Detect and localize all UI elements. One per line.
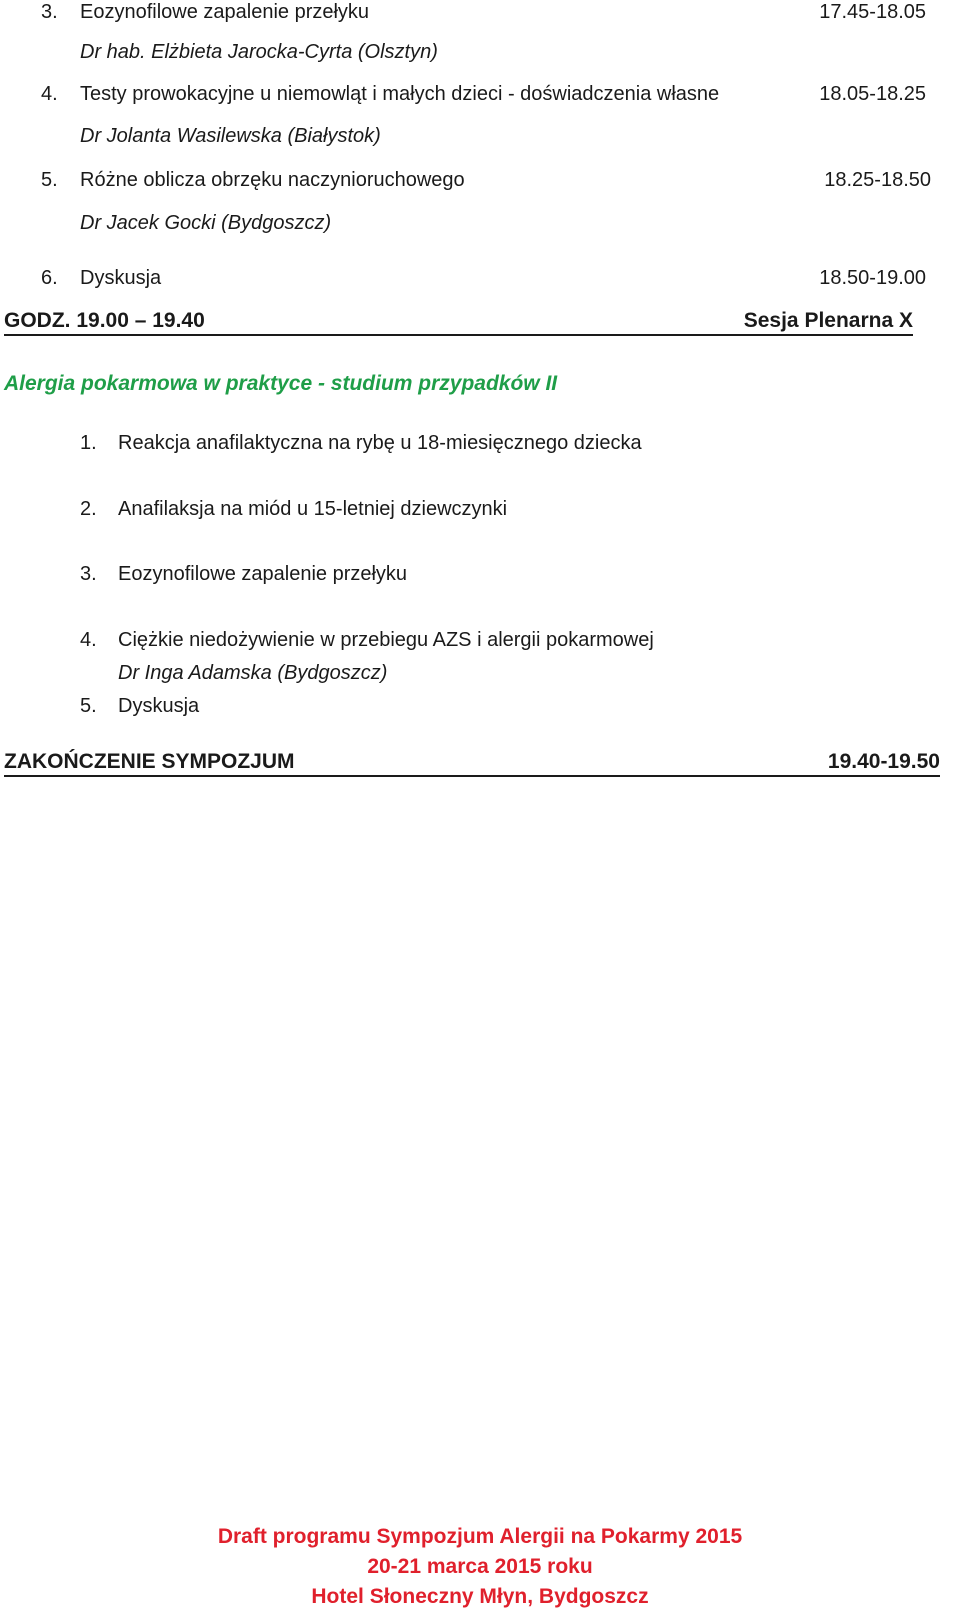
item-time: 18.25-18.50 (824, 169, 931, 191)
closing-divider (4, 775, 940, 777)
session-title: Alergia pokarmowa w praktyce - studium przypadków II (4, 372, 558, 395)
item-time: 17.45-18.05 (819, 1, 926, 23)
item-number: 1. (80, 432, 97, 454)
session-name: Sesja Plenarna X (743, 309, 913, 332)
item-speaker: Dr Inga Adamska (Bydgoszcz) (118, 662, 388, 684)
item-title: Reakcja anafilaktyczna na rybę u 18-miesięcznego dziecka (118, 432, 642, 454)
session-hours: GODZ. 19.00 – 19.40 (4, 309, 205, 332)
item-speaker: Dr Jolanta Wasilewska (Białystok) (80, 125, 381, 147)
footer-title: Draft programu Sympozjum Alergii na Pokarmy 2015 (217, 1525, 743, 1548)
item-number: 2. (80, 498, 97, 520)
item-title: Eozynofilowe zapalenie przełyku (118, 563, 408, 585)
item-title: Dyskusja (80, 267, 162, 289)
item-number: 4. (41, 83, 58, 105)
item-number: 3. (80, 563, 97, 585)
closing-time: 19.40-19.50 (827, 750, 940, 773)
item-number: 6. (41, 267, 58, 289)
item-title: Dyskusja (118, 695, 200, 717)
footer-venue: Hotel Słoneczny Młyn, Bydgoszcz (311, 1585, 649, 1608)
item-speaker: Dr Jacek Gocki (Bydgoszcz) (80, 212, 332, 234)
item-time: 18.50-19.00 (819, 267, 926, 289)
item-title: Różne oblicza obrzęku naczynioruchowego (80, 169, 465, 191)
item-number: 5. (80, 695, 97, 717)
footer-date: 20-21 marca 2015 roku (367, 1555, 593, 1578)
item-time: 18.05-18.25 (819, 83, 926, 105)
item-speaker: Dr hab. Elżbieta Jarocka-Cyrta (Olsztyn) (80, 41, 438, 63)
item-number: 4. (80, 629, 97, 651)
closing-label: ZAKOŃCZENIE SYMPOZJUM (4, 750, 295, 773)
item-number: 5. (41, 169, 58, 191)
item-title: Ciężkie niedożywienie w przebiegu AZS i alergii pokarmowej (118, 629, 654, 651)
item-title: Anafilaksja na miód u 15-letniej dziewczynki (118, 498, 508, 520)
item-title: Eozynofilowe zapalenie przełyku (80, 1, 370, 23)
session-divider (4, 334, 913, 336)
item-title: Testy prowokacyjne u niemowląt i małych dzieci - doświadczenia własne (80, 83, 720, 105)
item-number: 3. (41, 1, 58, 23)
footer-block (0, 1522, 960, 1612)
